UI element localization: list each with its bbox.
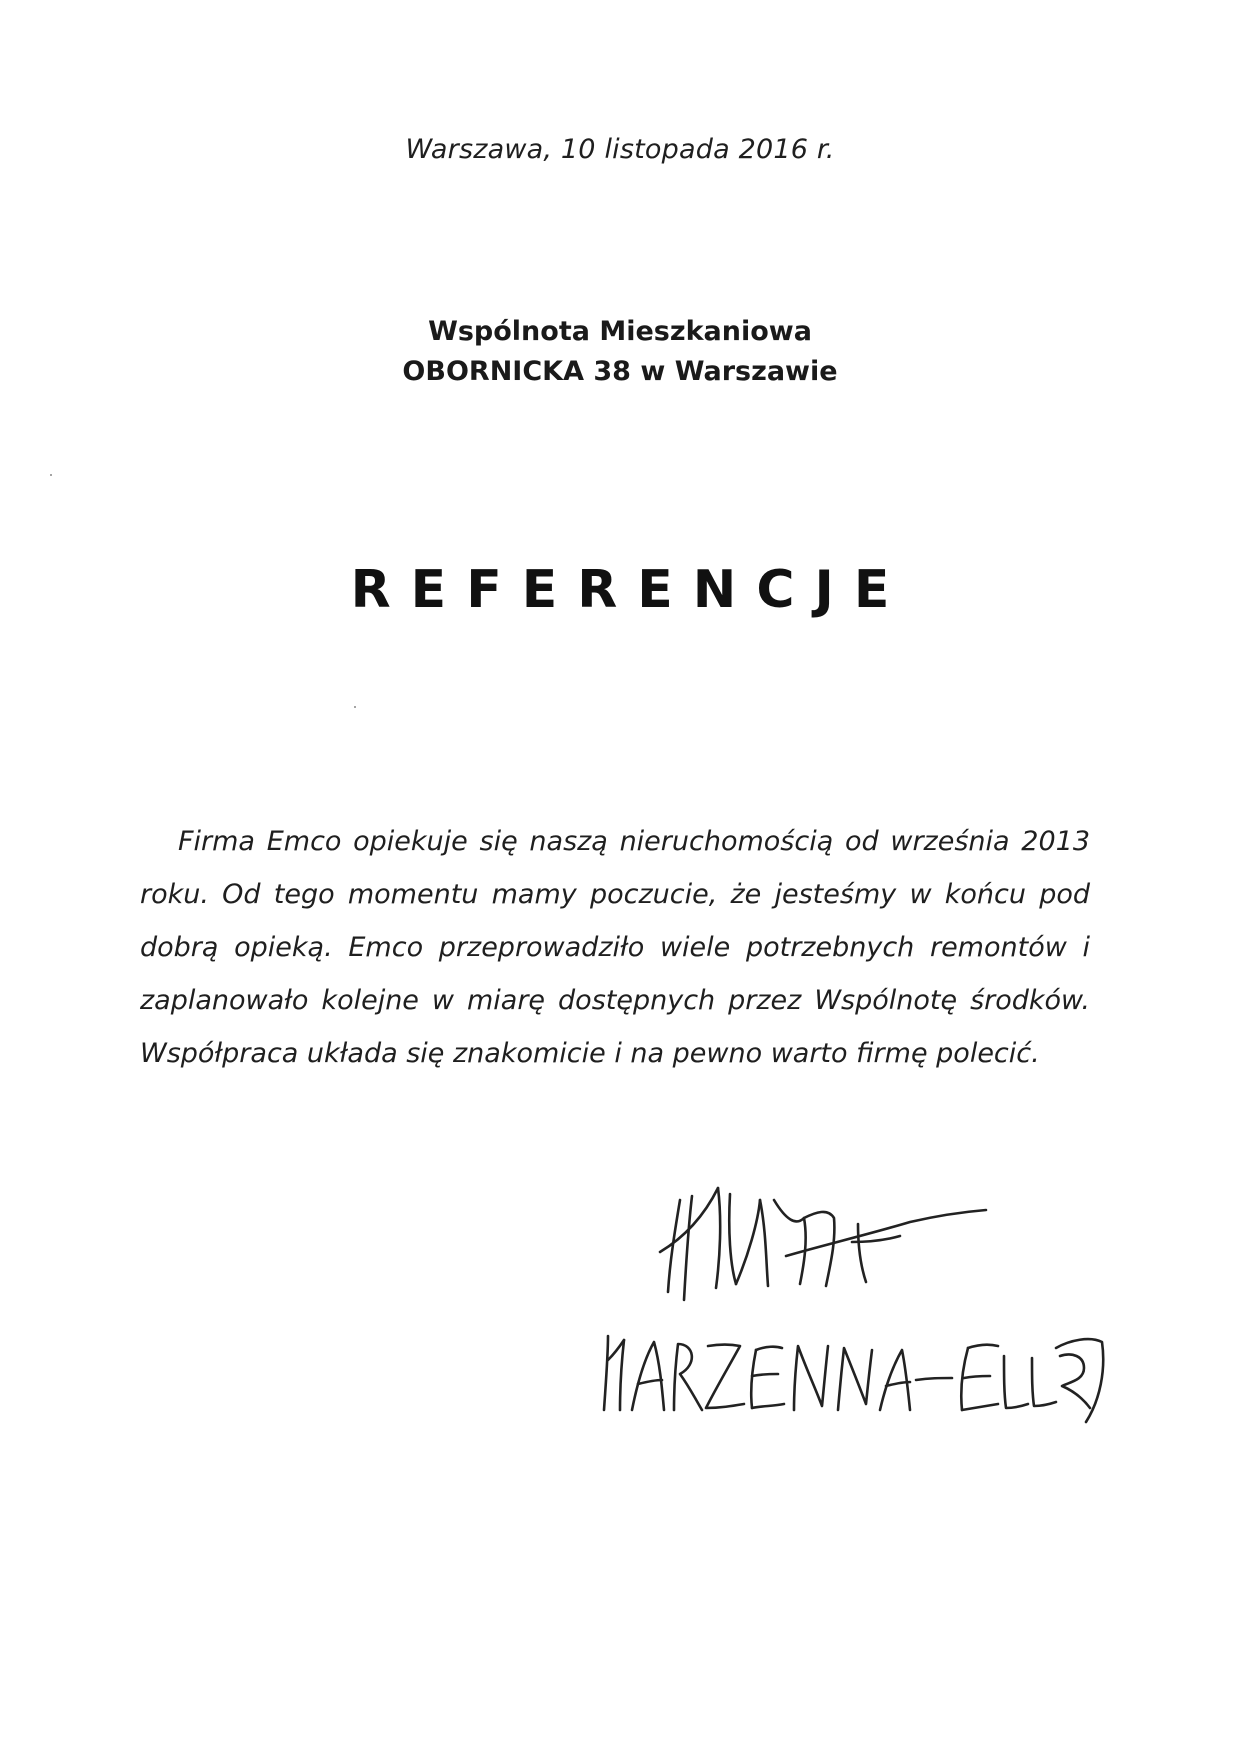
handwritten-signature [590, 1160, 1110, 1440]
recipient-line-1: Wspólnota Mieszkaniowa [428, 316, 812, 347]
signature-printed-name [604, 1336, 1103, 1422]
recipient-block [0, 312, 1240, 392]
letter-date: Warszawa, 10 listopada 2016 r. [405, 134, 835, 165]
signature-scribble [660, 1188, 986, 1300]
scan-speck [354, 706, 356, 708]
reference-body-text: Firma Emco opiekuje się naszą nieruchomością od września 2013 roku. Od tego momentu mamy poczucie, że jesteśmy w końcu pod dobrą opieką. Emco przeprowadziło wiele potrzebnych remontów i zaplanowało kolejne w miarę dostępnych przez Wspólnotę środków. Współpraca układa się znakomicie i na pewno warto firmę polecić. [140, 826, 1090, 1069]
document-title: REFERENCJE [350, 560, 910, 620]
scan-speck [50, 474, 52, 476]
recipient-line-2: OBORNICKA 38 w Warszawie [402, 356, 838, 387]
